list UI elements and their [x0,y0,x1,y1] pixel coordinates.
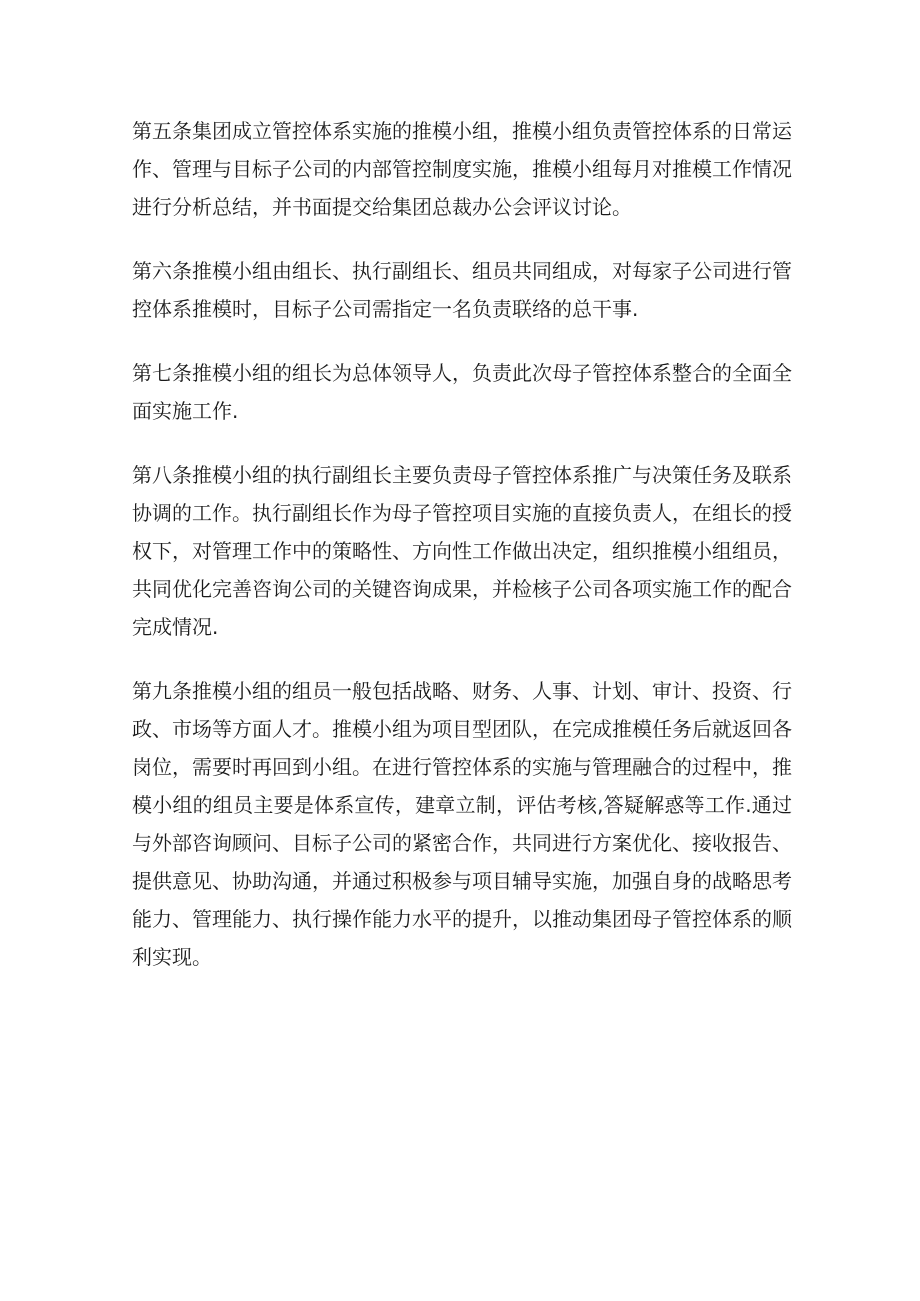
article-9-paragraph: 第九条推模小组的组员一般包括战略、财务、人事、计划、审计、投资、行政、市场等方面人才。推模小组为项目型团队，在完成推模任务后就返回各岗位，需要时再回到小组。在进行管控体系的实施与管理融合的过程中，推模小组的组员主要是体系宣传，建章立制，评估考核,答疑解惑等工作.通过与外部咨询顾问、目标子公司的紧密合作，共同进行方案优化、接收报告、提供意见、协助沟通，并通过积极参与项目辅导实施，加强自身的战略思考能力、管理能力、执行操作能力水平的提升，以推动集团母子管控体系的顺利实现。 [132,679,792,969]
document-body [132,112,792,1002]
article-6-paragraph: 第六条推模小组由组长、执行副组长、组员共同组成，对每家子公司进行管控体系推模时，目标子公司需指定一名负责联络的总干事. [132,259,792,321]
article-8-paragraph: 第八条推模小组的执行副组长主要负责母子管控体系推广与决策任务及联系协调的工作。执行副组长作为母子管控项目实施的直接负责人，在组长的授权下，对管理工作中的策略性、方向性工作做出决定，组织推模小组组员，共同优化完善咨询公司的关键咨询成果，并检核子公司各项实施工作的配合完成情况. [132,463,792,639]
article-5-paragraph: 第五条集团成立管控体系实施的推模小组，推模小组负责管控体系的日常运作、管理与目标子公司的内部管控制度实施，推模小组每月对推模工作情况进行分析总结，并书面提交给集团总裁办公会评议讨论。 [132,119,792,219]
article-7-paragraph: 第七条推模小组的组长为总体领导人，负责此次母子管控体系整合的全面全面实施工作. [132,361,792,423]
